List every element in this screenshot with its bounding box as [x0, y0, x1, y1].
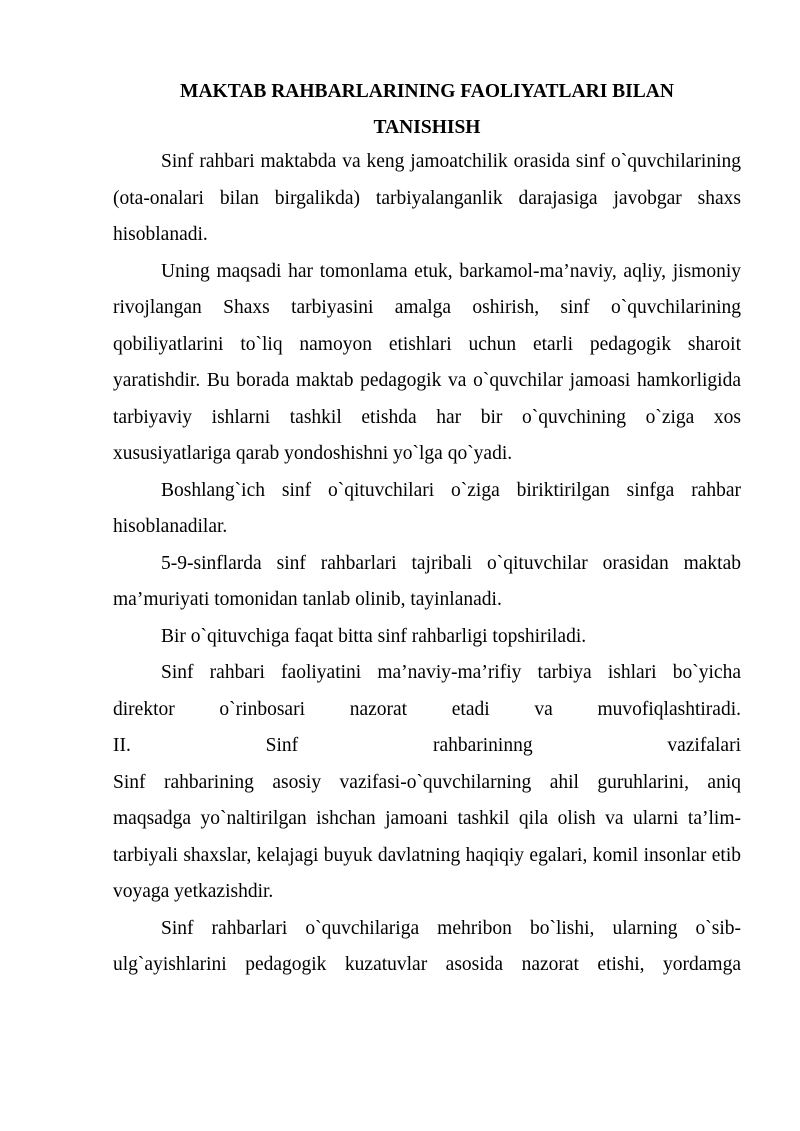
paragraph-3: Boshlang`ich sinf o`qituvchilari o`ziga biriktirilgan sinfga rahbar hisoblanadilar.: [113, 479, 741, 537]
paragraph-2: Uning maqsadi har tomonlama etuk, barkamol-ma’naviy, aqliy, jismoniy rivojlangan Shaxs tarbiyasini amalga oshirish, sinf o`quvchilarining qobiliyatlarini to`liq namoyon etishlari uchun etarli pedagogik sharoit yaratishdir. Bu borada maktab pedagogik va o`quvchilar jamoasi hamkorligida tarbiyaviy ishlarni tashkil etishda har bir o`quvchining o`ziga xos xususiyatlariga qarab yondoshishni yo`lga qo`yadi.: [113, 260, 741, 464]
paragraph-6-line-1: Sinf rahbari faoliyatini ma’naviy-ma’rifiy tarbiya ishlari bo`yicha: [161, 662, 741, 683]
title-line-1: MAKTAB RAHBARLARINING FAOLIYATLARI BILAN: [180, 81, 674, 102]
paragraph-8: Sinf rahbarlari o`quvchilariga mehribon bo`lishi, ularning o`sib-ulg`ayishlarini pedagogik kuzatuvlar asosida nazorat etishi, yordamga: [113, 917, 741, 975]
document-title: [113, 74, 741, 146]
paragraph-1: Sinf rahbari maktabda va keng jamoatchilik orasida sinf o`quvchilarining (ota-onalari bilan birgalikda) tarbiyalanganlik darajasiga javobgar shaxs hisoblanadi.: [113, 151, 741, 245]
paragraph-6-line-2: direktor o`rinbosari nazorat etadi va muvofiqlashtiradi.: [113, 698, 741, 720]
title-line-2: TANISHISH: [373, 117, 481, 138]
paragraph-7: Sinf rahbarining asosiy vazifasi-o`quvchilarning ahil guruhlarini, aniq maqsadga yo`naltirilgan ishchan jamoani tashkil qila olish va ularni ta’lim-tarbiyali shaxslar, kelajagi buyuk davlatning haqiqiy egalari, komil insonlar etib voyaga yetkazishdir.: [113, 771, 741, 902]
paragraph-5: Bir o`qituvchiga faqat bitta sinf rahbarligi topshiriladi.: [161, 625, 587, 647]
paragraph-4: 5-9-sinflarda sinf rahbarlari tajribali o`qituvchilar orasidan maktab ma’muriyati tomonidan tanlab olinib, tayinlanadi.: [113, 552, 741, 610]
section-heading: II. Sinf rahbarininng vazifalari: [113, 735, 741, 756]
document-body: [113, 144, 741, 984]
